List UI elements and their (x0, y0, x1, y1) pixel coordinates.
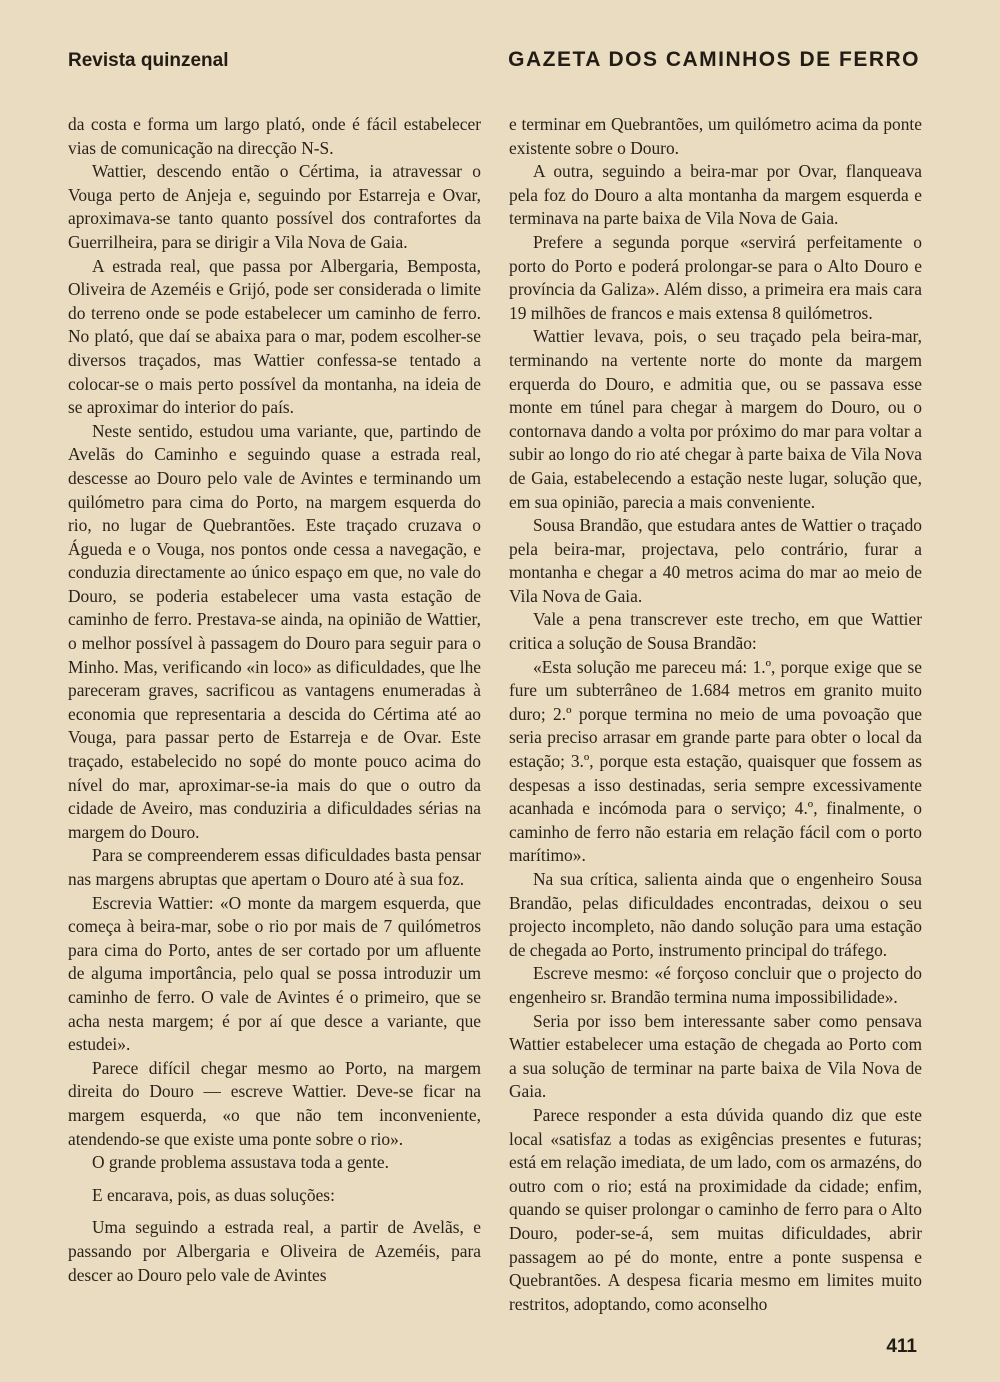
paragraph: A outra, seguindo a beira-mar por Ovar, flanqueava pela foz do Douro a alta montanha da margem esquerda e terminava na parte baixa de Vila Nova de Gaia. (509, 161, 922, 229)
paragraph: O grande problema assustava toda a gente. (92, 1152, 389, 1173)
paragraph: da costa e forma um largo plató, onde é fácil estabelecer vias de comunicação na direcção N-S. (68, 114, 481, 158)
paragraph: Wattier, descendo então o Cértima, ia atravessar o Vouga perto de Anjeja e, seguindo por Estarreja e Ovar, aproximava-se tanto quanto possível dos contrafortes da Guerrilheira, para se dirigir a Vila Nova de Gaia. (68, 161, 481, 252)
paragraph: «Esta solução me pareceu má: 1.º, porque exige que se fure um subterrâneo de 1.684 metros em granito muito duro; 2.º porque termina no meio de uma povoação que seria preciso arrasar em grande parte para obter o local da estação; 3.º, porque esta estação, quaisquer que fossem as despesas a isso destinadas, seria sempre excessivamente acanhada e incómoda para o serviço; 4.º, finalmente, o caminho de ferro não estaria em relação fácil com o porto marítimo». (509, 656, 922, 866)
paragraph: Prefere a segunda porque «servirá perfeitamente o porto do Porto e poderá prolongar-se para o Alto Douro e província da Galiza». Além disso, a primeira era mais cara 19 milhões de francos e mais extensa 8 quilómetros. (509, 231, 922, 323)
paragraph: e terminar em Quebrantões, um quilómetro acima da ponte existente sobre o Douro. (509, 114, 922, 158)
paragraph: Uma seguindo a estrada real, a partir de Avelãs, e passando por Albergaria e Oliveira de Azeméis, para descer ao Douro pelo vale de Avintes (68, 1217, 481, 1285)
paragraph: E encarava, pois, as duas soluções: (92, 1184, 335, 1205)
running-header-left: Revista quinzenal (68, 50, 229, 71)
paragraph: Vale a pena transcrever este trecho, em que Wattier critica a solução de Sousa Brandão: (509, 609, 922, 654)
paragraph: Seria por isso bem interessante saber como pensava Wattier estabelecer uma estação de chegada ao Porto com a sua solução de terminar na parte baixa de Vila Nova de Gaia. (509, 1010, 922, 1102)
paragraph: Para se compreenderem essas dificuldades basta pensar nas margens abruptas que apertam o Douro até à sua foz. (68, 845, 481, 889)
paragraph: Escreve mesmo: «é forçoso concluir que o projecto do engenheiro sr. Brandão termina numa impossibilidade». (509, 963, 922, 1007)
left-text-column (68, 113, 481, 1287)
paragraph: Na sua crítica, salienta ainda que o engenheiro Sousa Brandão, pelas dificuldades encontradas, deixou o seu projecto incompleto, não dando solução para uma estação de chegada ao Porto, instrumento principal do tráfego. (509, 869, 922, 960)
paragraph: Parece difícil chegar mesmo ao Porto, na margem direita do Douro — escreve Wattier. Deve-se ficar na margem esquerda, «o que não tem inconveniente, atendendo-se que existe uma ponte sobre o rio». (68, 1057, 481, 1149)
paragraph: Escrevia Wattier: «O monte da margem esquerda, que começa à beira-mar, sobe o rio por mais de 7 quilómetros para cima do Porto, antes de ser cortado por um afluente de alguma importância, pelo qual se possa introduzir um caminho de ferro. O vale de Avintes é o primeiro, que se acha nesta margem; é por aí que desce a variante, que estudei». (68, 892, 481, 1055)
paragraph: A estrada real, que passa por Albergaria, Bemposta, Oliveira de Azeméis e Grijó, pode ser considerada o limite do terreno onde se pode estabelecer um caminho de ferro. No plató, que daí se abaixa para o mar, podem escolher-se diversos traçados, mas Wattier confessa-se tentado a colocar-se o mais perto possível da montanha, na ideia de se aproximar do interior do país. (68, 255, 481, 418)
paragraph: Neste sentido, estudou uma variante, que, partindo de Avelãs do Caminho e seguindo quase a estrada real, descesse ao Douro pelo vale de Avintes e terminando um quilómetro para cima do Porto, na margem esquerda do rio, no lugar de Quebrantões. Este traçado cruzava o Águeda e o Vouga, nos pontos onde cessa a navegação, e conduzia directamente ao único espaço em que, no vale do Douro, se poderia estabelecer uma vasta estação de caminho de ferro. Prestava-se ainda, na opinião de Wattier, o melhor possível à passagem do Douro para seguir para o Minho. Mas, verificando «in loco» as dificuldades, que lhe pareceram graves, sacrificou as vantagens enumeradas à economia que representaria a descida do Cértima até ao Vouga, para passar perto de Estarreja e de Ovar. Este traçado, estabelecido no sopé do monte pouco acima do nível do mar, aproximar-se-ia mais do que o outro da cidade de Aveiro, mas conduziria a dificuldades sérias na margem do Douro. (68, 420, 481, 842)
page-number: 411 (886, 1336, 917, 1357)
paragraph: Sousa Brandão, que estudara antes de Wattier o traçado pela beira-mar, projectava, pelo contrário, furar a montanha e chegar a 40 metros acima do mar ao meio de Vila Nova de Gaia. (509, 515, 922, 606)
running-header-title: GAZETA DOS CAMINHOS DE FERRO (508, 48, 920, 71)
right-text-column (509, 113, 922, 1316)
paragraph: Wattier levava, pois, o seu traçado pela beira-mar, terminando na vertente norte do monte da margem erquerda do Douro, e admitia que, ou se passava esse monte em túnel para chegar à margem do Douro, ou o contornava dando a volta por próximo do mar para voltar a subir ao longo do rio até chegar à parte baixa de Vila Nova de Gaia, estabelecendo a estação neste lugar, solução que, em sua opinião, parecia a mais conveniente. (509, 326, 922, 512)
paragraph: Parece responder a esta dúvida quando diz que este local «satisfaz a todas as exigências presentes e futuras; está em relação imediata, de um lado, com os armazéns, do outro com o rio; está na proximidade da cidade; enfim, quando se quiser prolongar o caminho de ferro para o Alto Douro, poder-se-á, sem muitas dificuldades, abrir passagem ao pé do monte, entre a ponte suspensa e Quebrantões. A despesa ficaria mesmo em limites muito restritos, adoptando, como aconselho (509, 1104, 922, 1314)
